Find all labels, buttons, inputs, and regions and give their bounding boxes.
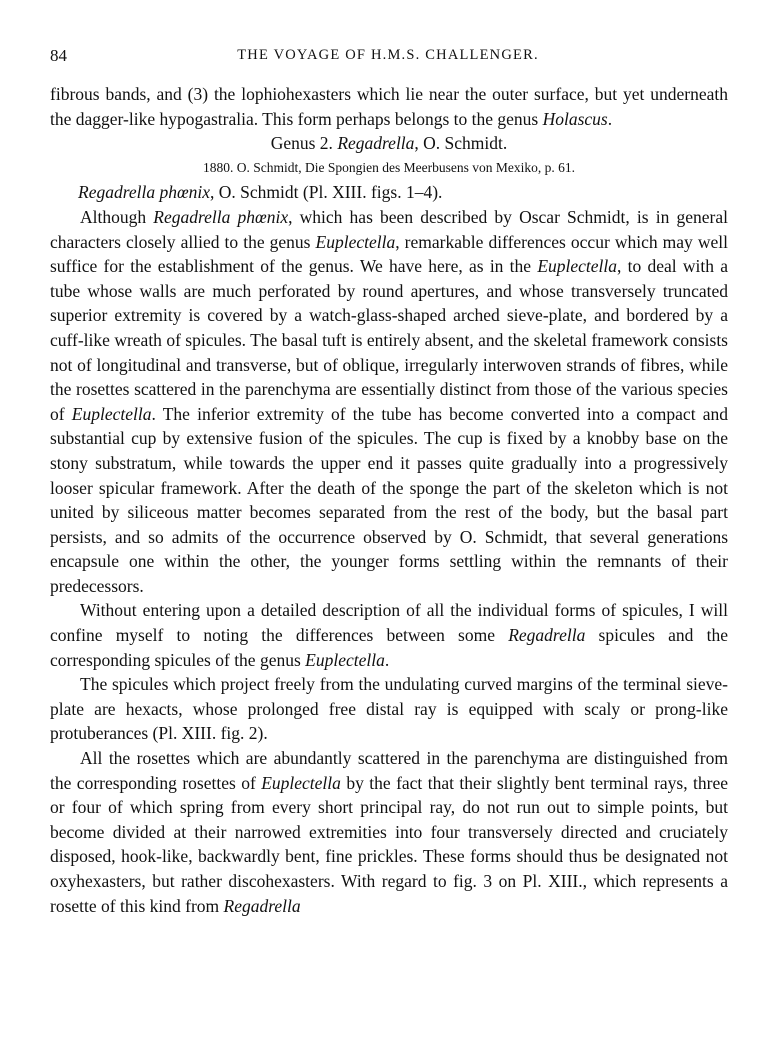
- page-number: 84: [50, 46, 67, 65]
- species-heading: Regadrella phœnix, O. Schmidt (Pl. XIII. figs. 1–4).: [78, 182, 443, 203]
- paragraph-spicules-intro: Without entering upon a detailed description of all the individual forms of spicules, I will confine myself to noting the differences between some Regadrella spicules and the corresponding spicules of the genus Euplectella.: [50, 600, 728, 670]
- running-title: THE VOYAGE OF H.M.S. CHALLENGER.: [237, 47, 539, 63]
- continuation-paragraph: fibrous bands, and (3) the lophiohexasters which lie near the outer surface, but yet underneath the dagger-like hypogastralia. This form perhaps belongs to the genus Holascus.: [50, 84, 728, 129]
- page-header: [50, 46, 726, 66]
- body-text: [50, 82, 728, 918]
- paragraph-hexacts: The spicules which project freely from the undulating curved margins of the terminal sieve-plate are hexacts, whose prolonged free distal ray is equipped with scaly or prong-like protuberances (Pl. XIII. fig. 2).: [50, 674, 728, 744]
- reference-citation: 1880. O. Schmidt, Die Spongien des Meerbusens von Mexiko, p. 61.: [203, 159, 575, 175]
- paragraph-description: Although Regadrella phœnix, which has been described by Oscar Schmidt, is in general characters closely allied to the genus Euplectella, remarkable differences occur which may well suffice for the establishment of the genus. We have here, as in the Euplectella, to deal with a tube whose walls are much perforated by round apertures, and whose transversely truncated superior extremity is covered by a watch-glass-shaped arched sieve-plate, and bordered by a cuff-like wreath of spicules. The basal tuft is entirely absent, and the skeletal framework consists not of longitudinal and transverse, but of oblique, irregularly interwoven strands of fibres, while the rosettes scattered in the parenchyma are essentially distinct from those of the various species of Euplectella. The inferior extremity of the tube has become converted into a compact and substantial cup by extensive fusion of the spicules. The cup is fixed by a knobby base on the stony substratum, while towards the upper end it passes quite gradually into a progressively looser spicular framework. After the death of the sponge the part of the skeleton which is not united by siliceous matter becomes separated from the rest of the body, but the basal part persists, and so admits of the occurrence observed by O. Schmidt, that several generations encapsule one within the other, the younger forms settling within the remnants of their predecessors.: [50, 206, 729, 596]
- genus-heading: Genus 2. Regadrella, O. Schmidt.: [270, 133, 508, 154]
- paragraph-rosettes: All the rosettes which are abundantly scattered in the parenchyma are distinguished from the corresponding rosettes of Euplectella by the fact that their slightly bent terminal rays, three or four of which spring from every short principal ray, do not run out to simple points, but become divided at their narrowed extremities into four transversely directed and cruciately disposed, hook-like, backwardly bent, fine prickles. These forms should thus be designated not oxyhexasters, but rather discohexasters. With regard to fig. 3 on Pl. XIII., which represents a rosette of this kind from Regadrella: [50, 748, 728, 916]
